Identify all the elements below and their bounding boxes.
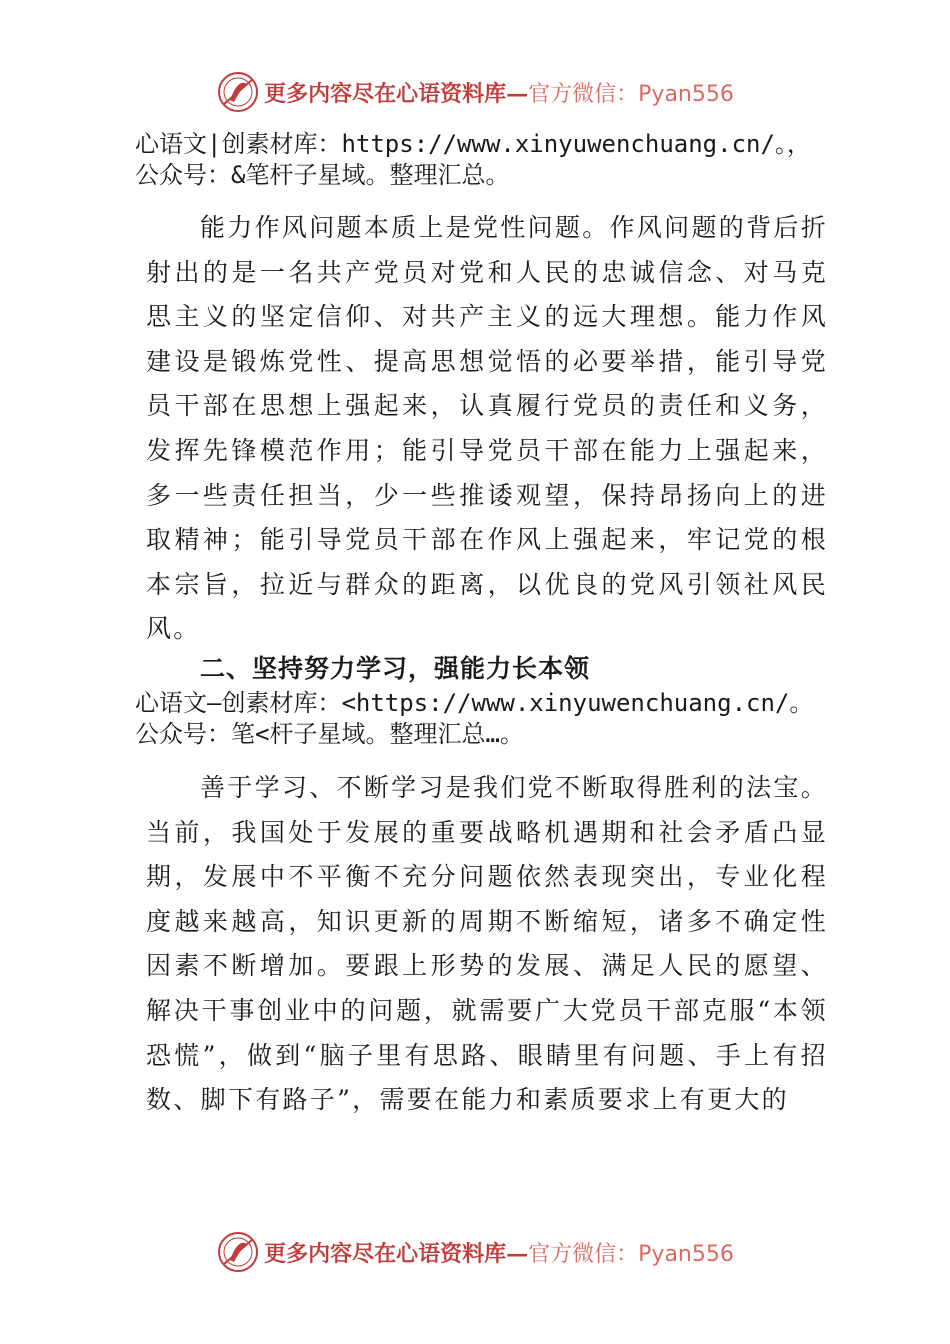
watermark-line: 公众号：&笔杆子星域。整理汇总。 — [135, 161, 510, 189]
seal-logo-icon — [216, 1230, 260, 1274]
body-paragraph-1: 能力作风问题本质上是党性问题。作风问题的背后折射出的是一名共产党员对党和人民的忠诚信念、对马克思主义的坚定信仰、对共产主义的远大理想。能力作风建设是锻炼党性、提高思想觉悟的必要举措，能引导党员干部在思想上强起来，认真履行党员的责任和义务， 发挥先锋模范作用；能引导党员干部在能力上强起来， 多一些责任担当，少一些推诿观望，保持昂扬向上的进取精神；能引导党员干部在作风上强起来，牢记党的根本宗旨，拉近与群众的距离，以优良的党风引领社风民风。 — [146, 213, 839, 644]
banner-wechat-id: Pyan556 — [638, 81, 734, 107]
banner-text — [264, 1237, 734, 1268]
body-paragraph-2: 善于学习、不断学习是我们党不断取得胜利的法宝。当前，我国处于发展的重要战略机遇期和社会矛盾凸显期，发展中不平衡不充分问题依然表现突出，专业化程度越来越高，知识更新的周期不断缩短，诸多不确定性因素不断增加。要跟上形势的发展、满足人民的愿望、解决干事创业中的问题，就需要广大党员干部克服“本领恐慌”，做到“脑子里有思路、眼睛里有问题、手上有招数、脚下有路子”，需要在能力和素质要求上有更大的 — [146, 773, 828, 1115]
banner-wechat-id: Pyan556 — [638, 1241, 734, 1267]
watermark-line: 心语文|创素材库：https://www.xinyuwenchuang.cn/。， — [135, 130, 811, 158]
banner-wechat-label: 官方微信： — [528, 81, 639, 107]
banner-wechat-label: 官方微信： — [528, 1241, 639, 1267]
banner-text — [264, 77, 734, 108]
banner-main-text: 更多内容尽在心语资料库— — [264, 1240, 529, 1267]
footer-banner — [0, 1228, 950, 1276]
header-banner — [0, 68, 950, 116]
seal-logo-icon — [216, 70, 260, 114]
section-heading: 二、坚持努力学习，强能力长本领 — [200, 654, 591, 683]
banner-main-text: 更多内容尽在心语资料库— — [264, 80, 529, 107]
watermark-line: 公众号：笔<杆子星域。整理汇总…。 — [135, 720, 524, 748]
watermark-block-1 — [135, 129, 835, 191]
watermark-block-2 — [135, 688, 835, 750]
watermark-line: 心语文—创素材库：<https://www.xinyuwenchuang.cn/。 — [135, 689, 814, 717]
